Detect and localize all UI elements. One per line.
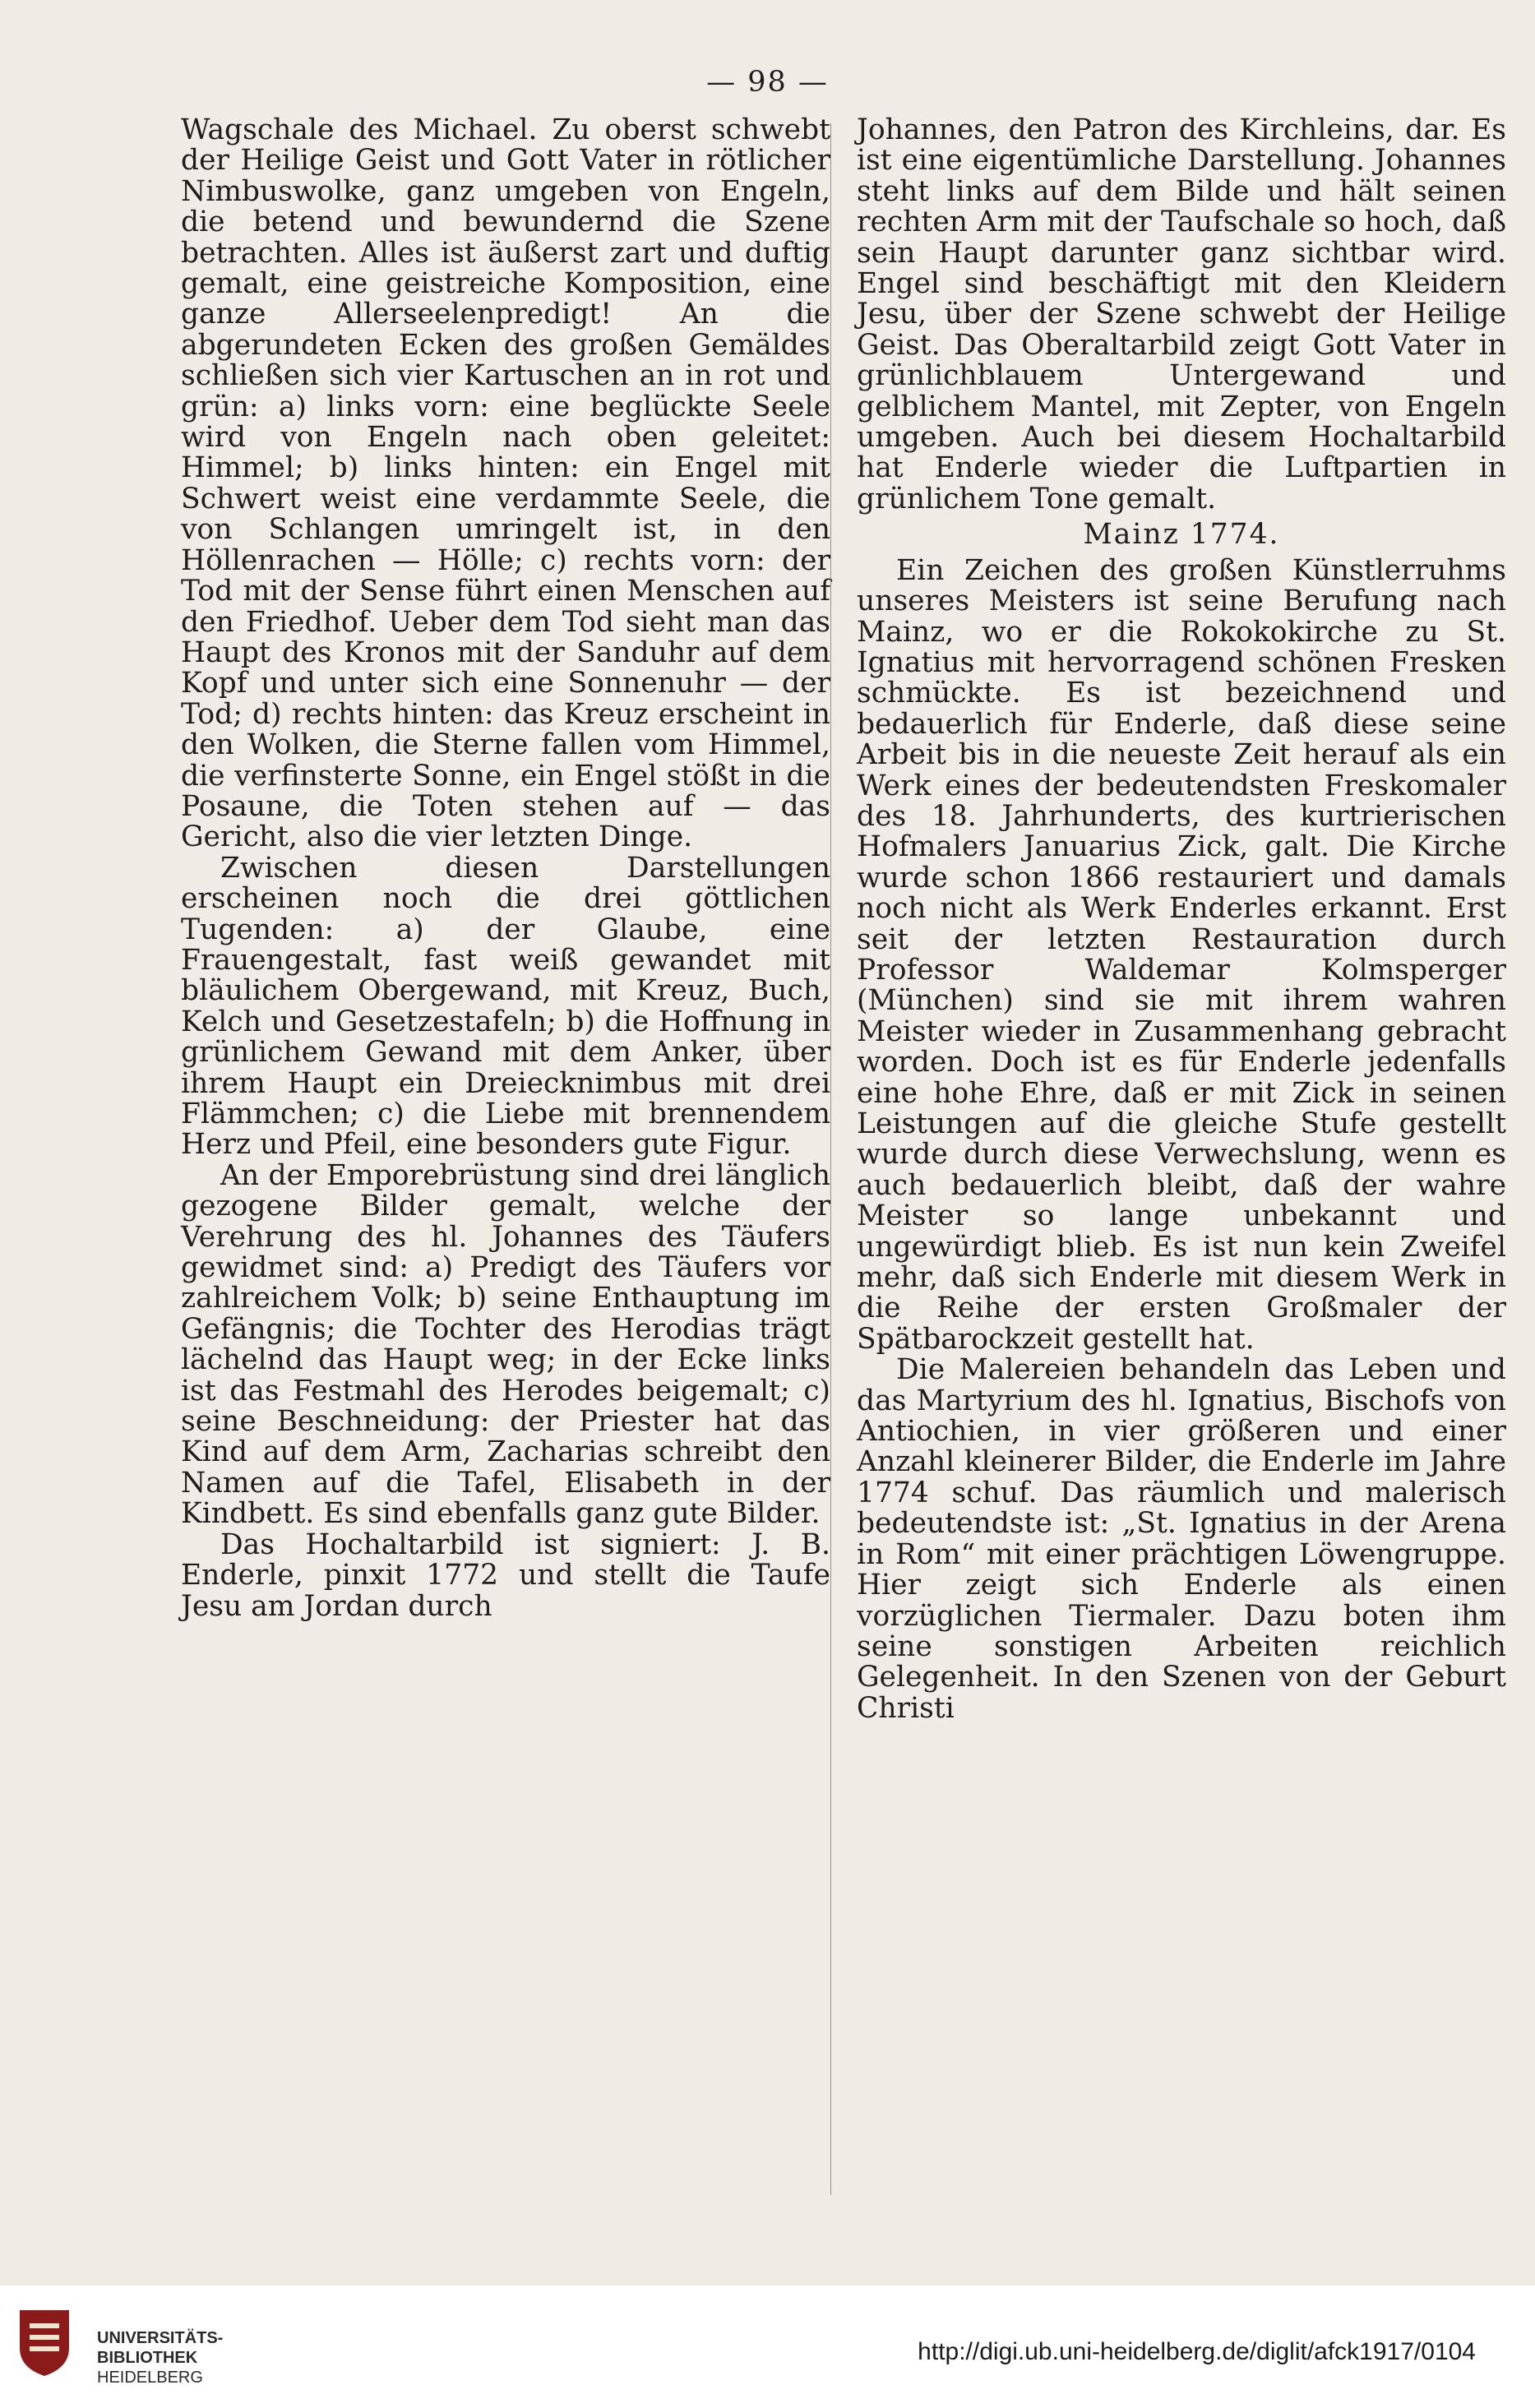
library-name-line: UNIVERSITÄTS- (97, 2329, 224, 2347)
library-seal-icon (15, 2305, 74, 2378)
paragraph: Wagschale des Michael. Zu oberst schwebt der Heilige Geist und Gott Vater in rötlicher Nimbuswolke, ganz umgeben von Engeln, die betend und bewundernd die Szene betrachten. Alles ist äußerst zart und duftig gemalt, eine geistreiche Komposition, eine ganze Allerseelenpredigt! An die abgerundeten Ecken des großen Gemäldes schließen sich vier Kartuschen an in rot und grün: a) links vorn: eine beglückte Seele wird von Engeln nach oben geleitet: Himmel; b) links hinten: ein Engel mit Schwert weist eine verdammte Seele, die von Schlangen umringelt ist, in den Höllenrachen — Hölle; c) rechts vorn: der Tod mit der Sense führt einen Menschen auf den Friedhof. Ueber dem Tod sieht man das Haupt des Kronos mit der Sanduhr auf dem Kopf und unter sich eine Sonnenuhr — der Tod; d) rechts hinten: das Kreuz erscheint in den Wolken, die Sterne fallen vom Himmel, die verfinsterte Sonne, ein Engel stößt in die Posaune, die Toten stehen auf — das Gericht, also die vier letzten Dinge. (181, 113, 830, 854)
page-number: — 98 — (706, 66, 829, 99)
section-heading: Mainz 1774. (1083, 518, 1280, 552)
left-column (181, 115, 830, 1622)
paragraph: Zwischen diesen Darstellungen erscheinen noch die drei göttlichen Tugenden: a) der Glaube, eine Frauengestalt, fast weiß gewandet mit bläulichem Obergewand, mit Kreuz, Buch, Kelch und Gesetzestafeln; b) die Hoffnung in grünlichem Gewand mit dem Anker, über ihrem Haupt ein Dreiecknimbus mit drei Flämmchen; c) die Liebe mit brennendem Herz und Pfeil, eine besonders gute Figur. (181, 851, 830, 1162)
paragraph: An der Emporebrüstung sind drei länglich gezogene Bilder gemalt, welche der Verehrung des hl. Johannes des Täufers gewidmet sind: a) Predigt des Täufers vor zahlreichem Volk; b) seine Enthauptung im Gefängnis; die Tochter des Herodias trägt lächelnd das Haupt weg; in der Ecke links ist das Festmahl des Herodes beigemalt; c) seine Beschneidung: der Priester hat das Kind auf dem Arm, Zacharias schreibt den Namen auf die Tafel, Elisabeth in der Kindbett. Es sind ebenfalls ganz gute Bilder. (181, 1158, 830, 1531)
footer-bar (0, 2286, 1535, 2408)
paragraph: Das Hochaltarbild ist signiert: J. B. Enderle, pinxit 1772 und stellt die Taufe Jesu am Jordan durch (181, 1528, 830, 1623)
library-name-line: HEIDELBERG (97, 2369, 203, 2387)
paragraph: Johannes, den Patron des Kirchleins, dar. Es ist eine eigentümliche Darstellung. Johannes steht links auf dem Bilde und hält seinen rechten Arm mit der Taufschale so hoch, daß sein Haupt darunter ganz sichtbar wird. Engel sind beschäftigt mit den Kleidern Jesu, über der Szene schwebt der Heilige Geist. Das Oberaltarbild zeigt Gott Vater in grünlichblauem Untergewand und gelblichem Mantel, mit Zepter, von Engeln umgeben. Auch bei diesem Hochaltarbild hat Enderle wieder die Luftpartien in grünlichem Tone gemalt. (857, 113, 1506, 515)
paragraph: Die Malereien behandeln das Leben und das Martyrium des hl. Ignatius, Bischofs von Antiochien, in vier größeren und einer Anzahl kleinerer Bilder, die Enderle im Jahre 1774 schuf. Das räumlich und malerisch bedeutendste ist: „St. Ignatius in der Arena in Rom“ mit einer prächtigen Löwengruppe. Hier zeigt sich Enderle als einen vorzüglichen Tiermaler. Dazu boten ihm seine sonstigen Arbeiten reichlich Gelegenheit. In den Szenen von der Geburt Christi (857, 1353, 1506, 1725)
column-divider (830, 123, 831, 2195)
library-logo (15, 2305, 224, 2387)
paragraph: Ein Zeichen des großen Künstlerruhms unseres Meisters ist seine Berufung nach Mainz, wo er die Rokokokirche zu St. Ignatius mit hervorragend schönen Fresken schmückte. Es ist bezeichnend und bedauerlich für Enderle, daß diese seine Arbeit bis in die neueste Zeit herauf als ein Werk eines der bedeutendsten Freskomaler des 18. Jahrhunderts, des kurtrierischen Hofmalers Januarius Zick, galt. Die Kirche wurde schon 1866 restauriert und damals noch nicht als Werk Enderles erkannt. Erst seit der letzten Restauration durch Professor Waldemar Kolmsperger (München) sind sie mit ihrem wahren Meister wieder in Zusammenhang gebracht worden. Doch ist es für Enderle jedenfalls eine hohe Ehre, daß er mit Zick in seinen Leistungen auf die gleiche Stufe gestellt wurde durch diese Verwechslung, wenn es auch bedauerlich bleibt, daß der wahre Meister so lange unbekannt und ungewürdigt blieb. Es ist nun kein Zweifel mehr, daß sich Enderle mit diesem Werk in die Reihe der ersten Großmaler der Spätbarockzeit gestellt hat. (857, 553, 1506, 1356)
library-name-line: BIBLIOTHEK (97, 2349, 198, 2367)
source-url[interactable]: http://digi.ub.uni-heidelberg.de/diglit/afck1917/0104 (918, 2338, 1476, 2365)
library-name (97, 2328, 223, 2387)
right-column (857, 115, 1506, 1724)
